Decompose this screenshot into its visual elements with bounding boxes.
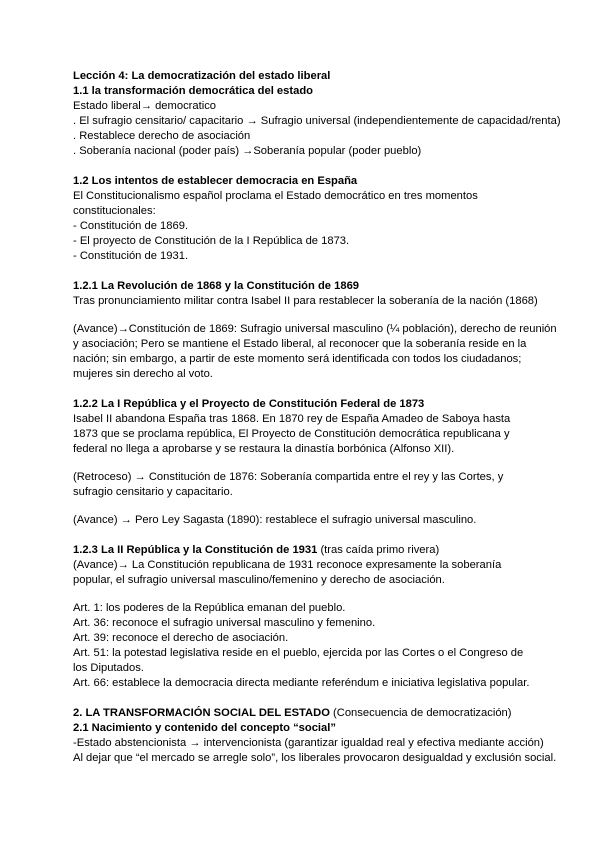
section-1-2-2-line: Isabel II abandona España tras 1868. En 1870 rey de España Amadeo de Saboya hasta [73,413,511,425]
section-1-2-heading: 1.2 Los intentos de establecer democracia en España [73,175,358,187]
section-1-2-2-retroceso-line: sufragio censitario y capacitario. [73,486,233,498]
section-1-1-heading: 1.1 la transformación democrática del estado [73,85,313,97]
section-1-2-1-heading: 1.2.1 La Revolución de 1868 y la Constitución de 1869 [73,280,360,292]
spacer [73,500,573,513]
section-1-1-line: Estado liberal→ democratico [73,100,217,112]
section-1-2-3-heading-row [73,543,573,558]
article-line: Art. 36: reconoce el sufragio universal masculino y femenino. [73,617,376,629]
section-1-2-1-para-line: (Avance)→Constitución de 1869: Sufragio universal masculino (¼ población), derecho de reunión [73,323,557,335]
spacer [73,382,573,397]
spacer [73,588,573,601]
article-line: Art. 66: establece la democracia directa mediante referéndum e iniciativa legislativa popular. [73,677,530,689]
section-2-heading: 2. LA TRANSFORMACIÓN SOCIAL DEL ESTADO [73,707,330,719]
spacer [73,264,573,279]
section-1-2-1-para-line: nación; sin embargo, a partir de este momento será identificada con todos los ciudadanos; [73,353,522,365]
section-1-2-2-avance-line: (Avance) → Pero Ley Sagasta (1890): restablece el sufragio universal masculino. [73,514,477,526]
section-1-2-3-heading-note: (tras caída primo rivera) [317,544,440,556]
section-1-1-line: . Restablece derecho de asociación [73,130,251,142]
spacer [73,309,573,322]
section-1-2-3-line: popular, el sufragio universal masculino/femenino y derecho de asociación. [73,574,445,586]
section-1-2-3-line: (Avance)→ La Constitución republicana de 1931 reconoce expresamente la soberanía [73,559,502,571]
article-line: Art. 1: los poderes de la República emanan del pueblo. [73,602,346,614]
section-1-2-line: constitucionales: [73,205,156,217]
spacer [73,159,573,174]
section-1-2-1-line: Tras pronunciamiento militar contra Isabel II para restablecer la soberanía de la nación (1868) [73,295,538,307]
section-1-2-1-para-line: mujeres sin derecho al voto. [73,368,213,380]
spacer [73,528,573,543]
section-1-1-line: . Soberanía nacional (poder país) →Soberanía popular (poder pueblo) [73,145,422,157]
section-1-2-2-line: 1873 que se proclama república, El Proyecto de Constitución democrática republicana y [73,428,510,440]
section-2-1-line: -Estado abstencionista → intervencionista (garantizar igualdad real y efectiva mediante acción) [73,737,544,749]
section-2-heading-note: (Consecuencia de democratización) [329,707,512,719]
article-line: Art. 51: la potestad legislativa reside en el pueblo, ejercida por las Cortes o el Congreso de [73,647,524,659]
section-2-1-heading: 2.1 Nacimiento y contenido del concepto “social” [73,722,336,734]
section-1-2-2-heading: 1.2.2 La I República y el Proyecto de Constitución Federal de 1873 [73,398,425,410]
section-1-2-line: - Constitución de 1869. [73,220,189,232]
section-1-2-3-heading: 1.2.3 La II República y la Constitución de 1931 [73,544,318,556]
section-1-2-line: - Constitución de 1931. [73,250,189,262]
document-page [73,69,573,766]
section-1-2-2-line: federal no llega a aprobarse y se restaura la dinastía borbónica (Alfonso XII). [73,443,455,455]
section-1-2-2-retroceso-line: (Retroceso) → Constitución de 1876: Soberanía compartida entre el rey y las Cortes, y [73,471,504,483]
spacer [73,691,573,706]
section-1-2-1-para-line: y asociación; Pero se mantiene el Estado liberal, al reconocer que la soberanía reside en la [73,338,527,350]
spacer [73,457,573,470]
section-1-2-line: El Constitucionalismo español proclama el Estado democrático en tres momentos [73,190,478,202]
section-1-1-line: . El sufragio censitario/ capacitario → Sufragio universal (independientemente de capacidad/renta) [73,115,561,127]
lesson-title: Lección 4: La democratización del estado liberal [73,70,331,82]
article-line: Art. 39: reconoce el derecho de asociación. [73,632,289,644]
section-2-1-line: Al dejar que “el mercado se arregle solo”, los liberales provocaron desigualdad y exclusión social. [73,752,557,764]
article-line: los Diputados. [73,662,144,674]
section-1-2-line: - El proyecto de Constitución de la I República de 1873. [73,235,350,247]
section-2-heading-row [73,706,573,721]
